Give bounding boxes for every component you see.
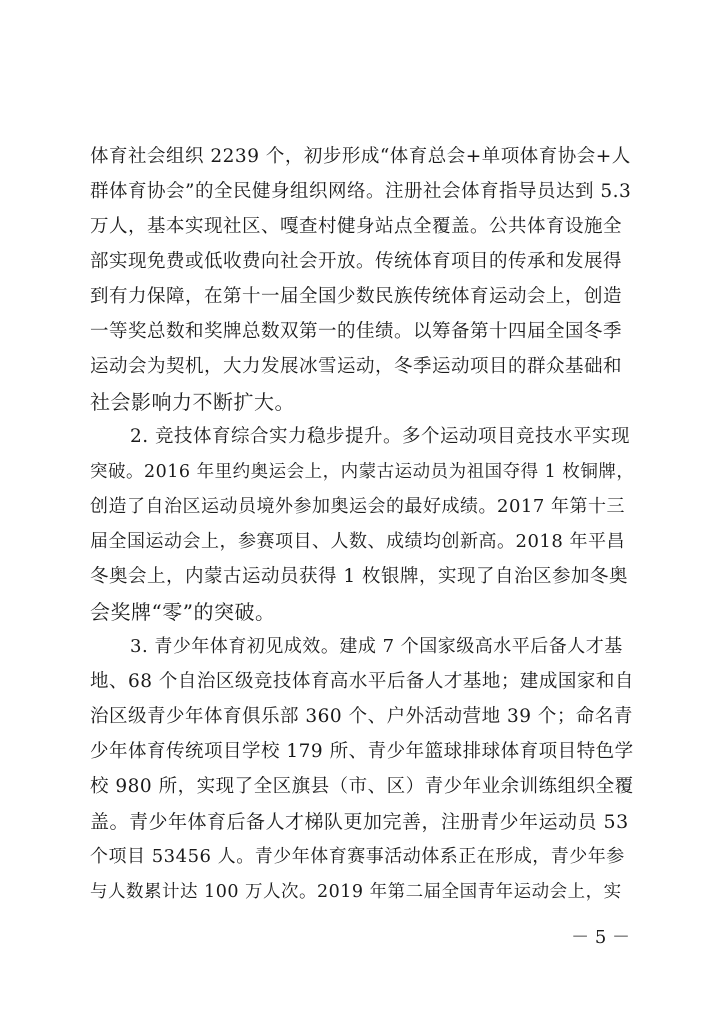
paragraph-line: 创造了自治区运动员境外参加奥运会的最好成绩。2017 年第十三 [90, 496, 626, 517]
paragraph-line: 群体育协会”的全民健身组织网络。注册社会体育指导员达到 5.3 [90, 181, 632, 202]
paragraph-line: 一等奖总数和奖牌总数双第一的佳绩。以筹备第十四届全国冬季 [90, 321, 623, 342]
paragraph-line: 会奖牌“零”的突破。 [90, 600, 276, 624]
paragraph-line: 3. 青少年体育初见成效。建成 7 个国家级高水平后备人才基 [130, 636, 623, 657]
paragraph-line: 运动会为契机，大力发展冰雪运动，冬季运动项目的群众基础和 [90, 356, 623, 377]
paragraph-line: 2. 竞技体育综合实力稳步提升。多个运动项目竞技水平实现 [130, 426, 631, 447]
page-number: － 5 － [571, 927, 630, 948]
paragraph-line: 个项目 53456 人。青少年体育赛事活动体系正在形成，青少年参 [90, 846, 625, 867]
paragraph-line: 地、68 个自治区级竞技体育高水平后备人才基地；建成国家和自 [90, 671, 634, 692]
paragraph-line: 少年体育传统项目学校 179 所、青少年篮球排球体育项目特色学 [90, 741, 634, 762]
paragraph-line: 体育社会组织 2239 个，初步形成“体育总会+单项体育协会+人 [90, 146, 631, 167]
paragraph-line: 与人数累计达 100 万人次。2019 年第二届全国青年运动会上，实 [90, 882, 622, 902]
paragraph-line: 冬奥会上，内蒙古运动员获得 1 枚银牌，实现了自治区参加冬奥 [90, 566, 629, 587]
paragraph-line: 万人，基本实现社区、嘎查村健身站点全覆盖。公共体育设施全 [90, 216, 623, 237]
paragraph-line: 社会影响力不断扩大。 [90, 390, 295, 414]
paragraph-line: 校 980 所，实现了全区旗县（市、区）青少年业余训练组织全覆 [90, 776, 634, 797]
paragraph-line: 治区级青少年体育俱乐部 360 个、户外活动营地 39 个；命名青 [90, 706, 633, 727]
paragraph-line: 届全国运动会上，参赛项目、人数、成绩均创新高。2018 年平昌 [90, 531, 626, 552]
paragraph-line: 突破。2016 年里约奥运会上，内蒙古运动员为祖国夺得 1 枚铜牌， [90, 462, 635, 482]
paragraph-line: 盖。青少年体育后备人才梯队更加完善，注册青少年运动员 53 [90, 811, 629, 833]
paragraph-line: 部实现免费或低收费向社会开放。传统体育项目的传承和发展得 [90, 251, 623, 272]
paragraph-line: 到有力保障，在第十一届全国少数民族传统体育运动会上，创造 [90, 286, 623, 307]
